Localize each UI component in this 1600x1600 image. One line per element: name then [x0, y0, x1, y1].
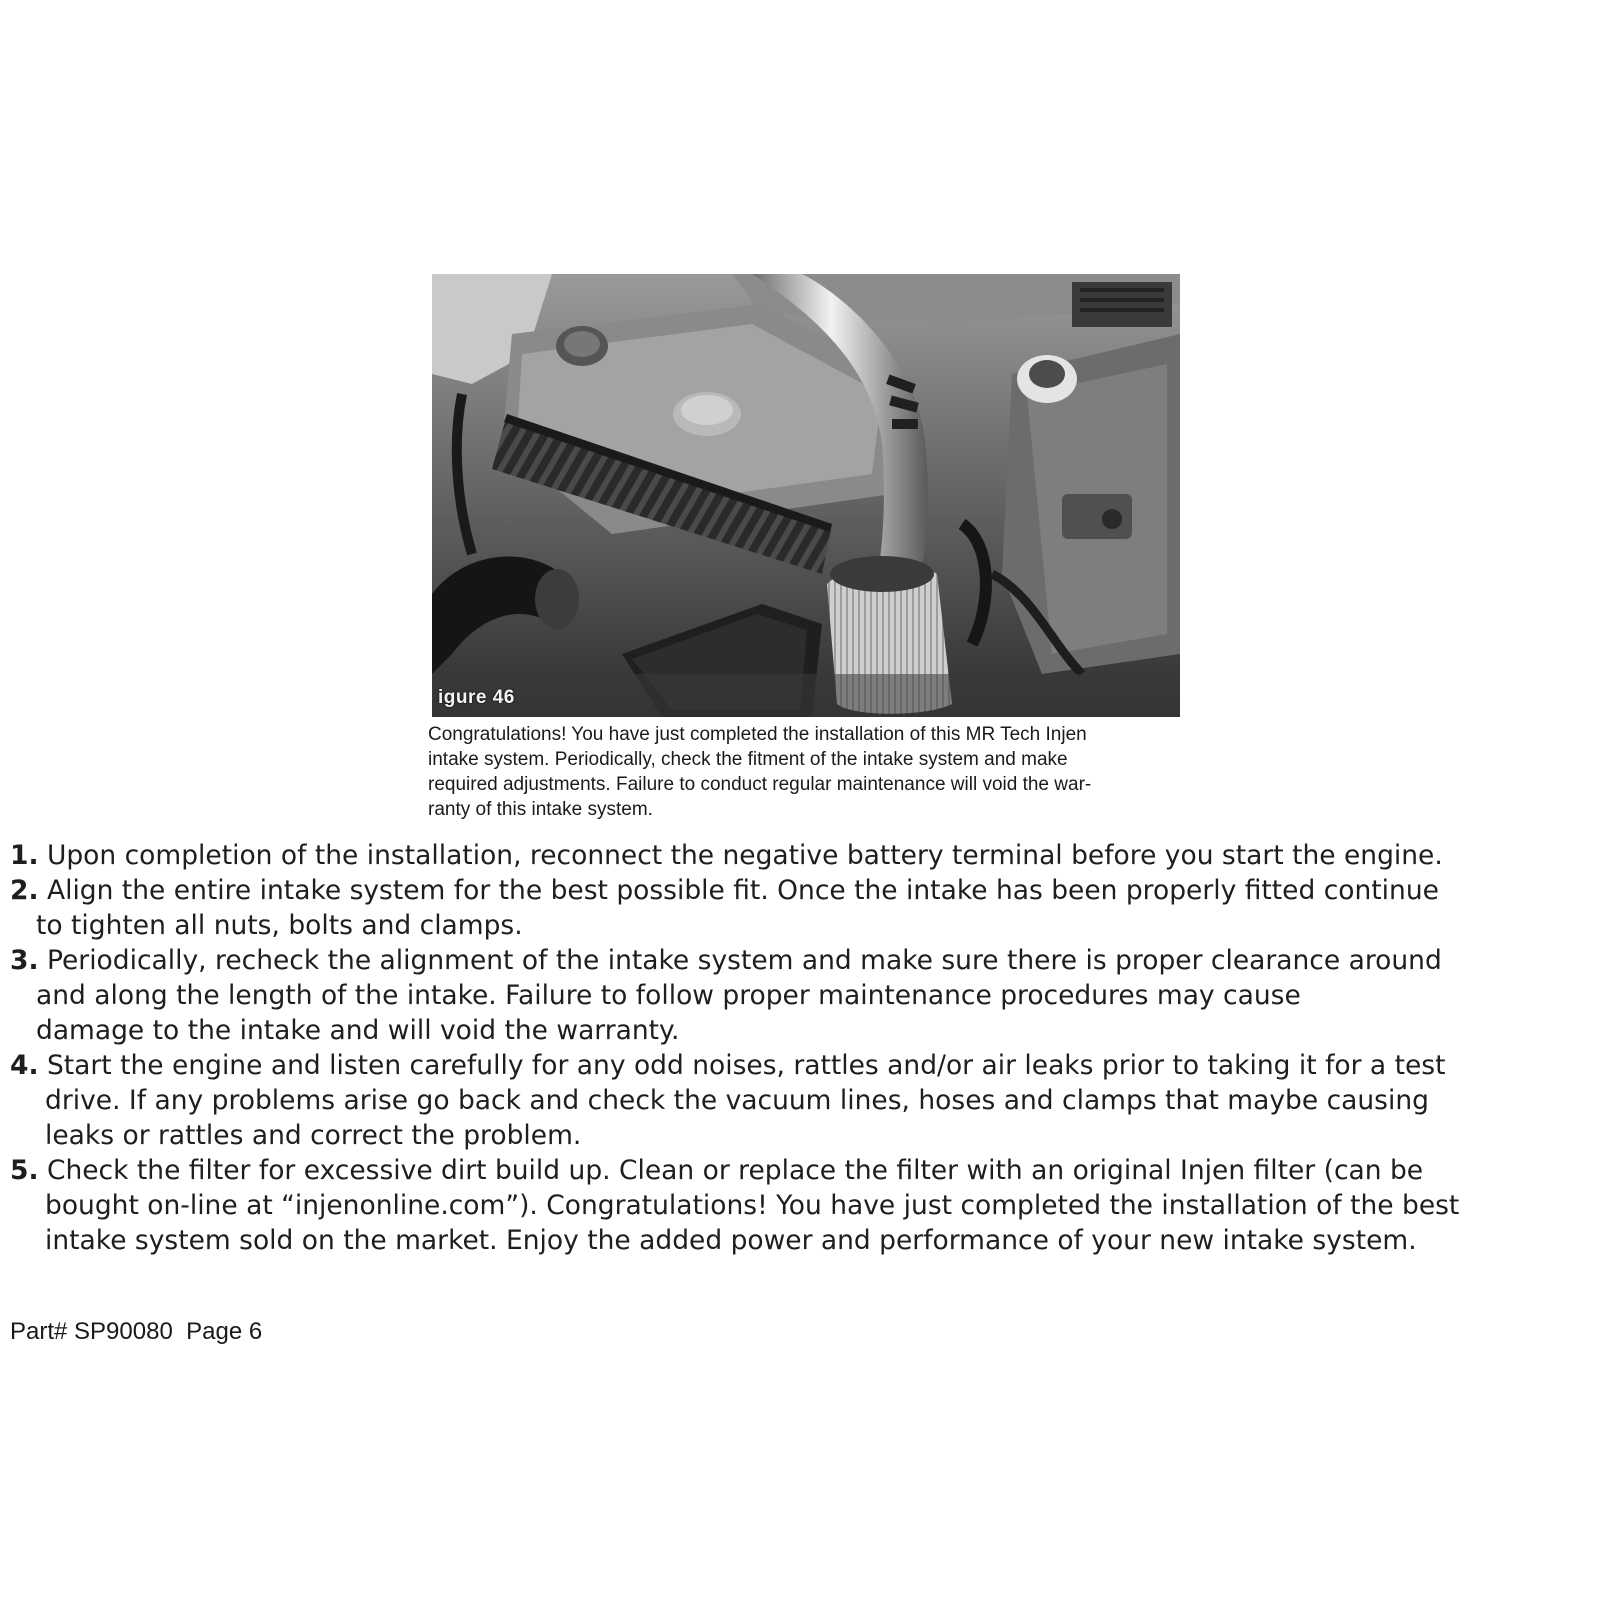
step-text: intake system sold on the market. Enjoy the added power and performance of your new intake system.: [45, 1225, 1417, 1256]
engine-bay-photo: [432, 274, 1180, 717]
caption-line: required adjustments. Failure to conduct regular maintenance will void the war-: [428, 774, 1092, 795]
figure-caption: [428, 722, 1188, 822]
step-text: and along the length of the intake. Failure to follow proper maintenance procedures may cause: [36, 980, 1301, 1011]
step-text: Periodically, recheck the alignment of the intake system and make sure there is proper clearance around: [46, 945, 1442, 976]
step-text: Align the entire intake system for the best possible fit. Once the intake has been properly fitted continue: [46, 875, 1439, 906]
step-text: damage to the intake and will void the warranty.: [36, 1015, 680, 1046]
caption-line: intake system. Periodically, check the fitment of the intake system and make: [428, 749, 1068, 770]
step-2: [10, 873, 1595, 943]
step-number: 2.: [10, 875, 39, 906]
figure-label: igure 46: [438, 687, 515, 708]
step-number: 5.: [10, 1155, 39, 1186]
step-text: bought on-line at “injenonline.com”). Congratulations! You have just completed the installation of the best: [45, 1190, 1460, 1221]
step-number: 1.: [10, 840, 39, 871]
step-text: Upon completion of the installation, reconnect the negative battery terminal before you start the engine.: [46, 840, 1443, 871]
step-number: 3.: [10, 945, 39, 976]
step-text: leaks or rattles and correct the problem.: [45, 1120, 582, 1151]
caption-line: Congratulations! You have just completed the installation of this MR Tech Injen: [428, 724, 1087, 745]
step-text: Check the filter for excessive dirt build up. Clean or replace the filter with an original Injen filter (can be: [46, 1155, 1424, 1186]
step-1: [10, 838, 1595, 873]
page-footer: Part# SP90080 Page 6: [10, 1318, 263, 1345]
step-3: [10, 943, 1595, 1048]
instruction-steps: [10, 838, 1595, 1258]
caption-line: ranty of this intake system.: [428, 799, 653, 820]
step-5: [10, 1153, 1595, 1258]
step-4: [10, 1048, 1595, 1153]
step-text: to tighten all nuts, bolts and clamps.: [36, 910, 523, 941]
step-text: drive. If any problems arise go back and check the vacuum lines, hoses and clamps that maybe causing: [45, 1085, 1429, 1116]
step-number: 4.: [10, 1050, 39, 1081]
step-text: Start the engine and listen carefully for any odd noises, rattles and/or air leaks prior to taking it for a test: [46, 1050, 1446, 1081]
